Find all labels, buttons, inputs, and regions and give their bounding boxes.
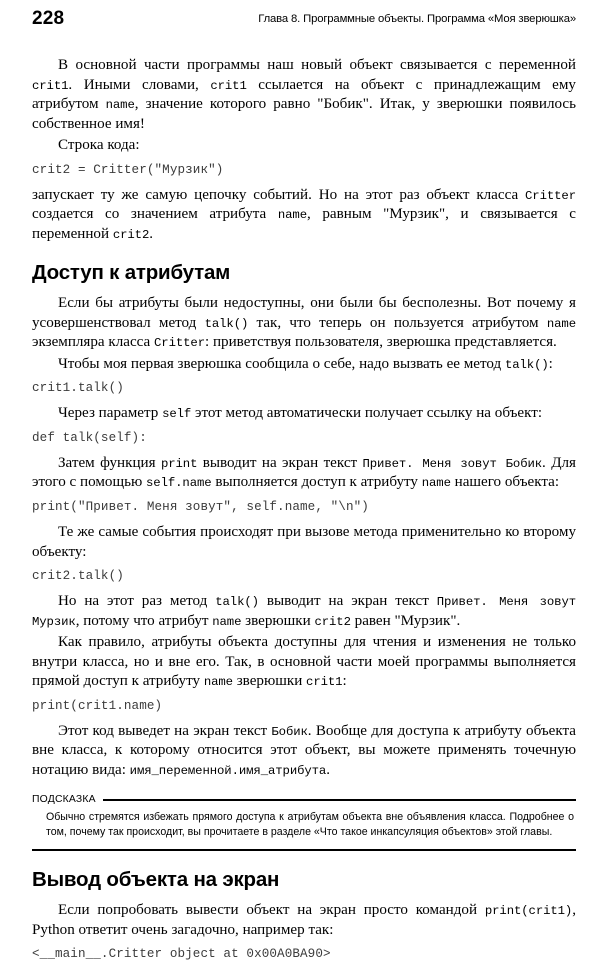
p1-text-2: . Иными словами, [68,76,211,93]
paragraph-9 [32,592,584,631]
p1-code-1: crit1 [32,78,69,93]
paragraph-8: Те же самые события происходят при вызове метода применительно ко второму объекту: [32,523,576,560]
p3-text-1: запускает ту же самую цепочку событий. Но на этот раз объект класса [32,186,526,203]
tip-label: ПОДСКАЗКА [32,794,96,806]
p1-code-2: crit1 [210,78,247,93]
p4-text-3: экземпляра класса [32,334,155,351]
section-heading-print-object: Вывод объекта на экран [32,868,280,892]
p9-text-2: выводит на экран текст [258,593,437,610]
p5-text-1: Чтобы моя первая зверюшка сообщила о себе, надо вызвать ее метод [58,355,505,372]
p7-text-2: выводит на экран текст [197,454,363,471]
p7-code-4: name [421,476,451,491]
p10-text-1: Как правило, атрибуты объекта доступны для чтения и изменения не только внутри класса, но и вне его. Так, в основной части моей программы выполняется прямой доступ к атрибуту [32,634,576,690]
p10-text-2: зверюшки [232,673,307,690]
p5-code-1: talk() [504,357,549,372]
p7-text-1: Затем функция [58,454,161,471]
p10-code-1: name [203,675,233,690]
paragraph-5 [32,355,576,375]
p9-text-3: , потому что атрибут [75,612,213,629]
p9-code-1: talk() [215,595,259,610]
page-number: 228 [32,8,65,29]
tip-header [32,794,576,805]
p9-code-2: Привет. Меня зовут Мурзик [32,595,584,629]
paragraph-7 [32,454,576,493]
paragraph-3 [32,186,576,245]
paragraph-12 [32,901,576,940]
p10-text-3: : [342,673,347,690]
code-block-1: crit2 = Critter("Мурзик") [32,162,224,177]
p9-text-1: Но на этот раз метод [58,593,216,610]
p11-text-2: . Вообще для доступа к атрибуту объекта вне класса, к которому относится этот объект, вы можете применять точечную нотацию вида: [32,722,576,778]
tip-text: Обычно стремятся избежать прямого доступа к атрибутам объекта вне объявления класса. Подробнее о том, почему так происходит, вы прочитаете в разделе «Что такое инкапсуляция объектов» этой главы. [46,811,574,839]
p4-text-2: так, что теперь он пользуется атрибутом [248,314,547,331]
paragraph-6 [32,404,576,424]
paragraph-1 [32,56,576,134]
p3-code-1: Critter [525,188,576,203]
running-head [0,0,600,34]
p7-code-1: print [160,456,198,471]
tip-bottom-rule [32,849,576,851]
p9-code-3: name [212,614,242,629]
p7-code-2: Привет. Меня зовут Бобик [362,456,543,471]
p10-code-2: crit1 [306,675,343,690]
p12-text-1: Если попробовать вывести объект на экран просто командой [58,902,485,919]
p7-code-3: self.name [146,476,212,491]
p3-text-3: , равным "Мурзик", и связывается с переменной [32,206,577,242]
p7-text-4: выполняется доступ к атрибуту [211,474,422,491]
p1-code-3: name [105,98,135,113]
section-heading-attributes: Доступ к атрибутам [32,261,231,285]
p3-code-3: crit2 [112,227,150,242]
p4-text-1: Если бы атрибуты были недоступны, они были бы бесполезны. Вот почему я усовершенствовал метод [32,295,576,331]
p6-text-2: этот метод автоматически получает ссылку на объект: [191,405,543,422]
p6-code-1: self [162,407,192,422]
code-block-4: print("Привет. Меня зовут", self.name, "\n") [32,499,369,514]
p12-code-1: print(crit1) [484,904,573,919]
chapter-title: Глава 8. Программные объекты. Программа «Моя зверюшка» [258,13,576,25]
p3-text-2: создается со значением атрибута [32,206,278,223]
p9-code-4: crit2 [314,614,351,629]
p7-text-5: нашего объекта: [450,474,560,491]
page-content [0,56,600,961]
p4-code-3: Critter [154,336,205,351]
tip-box [32,794,576,851]
p9-text-4: зверюшки [241,612,315,629]
p1-text-4: , значение которого равно "Бобик". Итак, у зверюшки появилось собственное имя! [32,96,576,132]
p6-text-1: Через параметр [58,405,163,422]
p11-code-1: Бобик [271,724,308,739]
p4-code-1: talk() [204,316,249,331]
p1-text-1: В основной части программы наш новый объект связывается с переменной [58,57,576,73]
p12-text-2: , Python ответит очень загадочно, например так: [32,902,576,938]
p9-text-5: равен "Мурзик". [350,612,461,629]
p11-code-2: имя_переменной.имя_атрибута [129,763,327,778]
p11-text-3: . [326,761,330,778]
p7-text-3: . Для этого с помощью [32,454,576,491]
p4-code-2: name [546,316,576,331]
p3-text-4: . [149,225,154,242]
p4-text-4: : приветствуя пользователя, зверюшка представляется. [205,334,557,351]
code-block-2: crit1.talk() [32,381,124,396]
tip-top-rule [103,799,576,801]
p1-text-3: ссылается на объект с принадлежащим ему атрибутом [32,76,576,113]
paragraph-2: Строка кода: [58,137,140,154]
p11-text-1: Этот код выведет на экран текст [58,722,272,739]
paragraph-11 [32,722,576,781]
code-block-5: crit2.talk() [32,569,124,584]
p5-text-2: : [548,355,553,372]
code-block-6: print(crit1.name) [32,698,163,713]
code-block-7: <__main__.Critter object at 0x00A0BA90> [32,947,331,961]
paragraph-10 [32,633,576,692]
paragraph-4 [32,294,576,353]
p3-code-2: name [277,208,307,223]
code-block-3: def talk(self): [32,430,147,445]
